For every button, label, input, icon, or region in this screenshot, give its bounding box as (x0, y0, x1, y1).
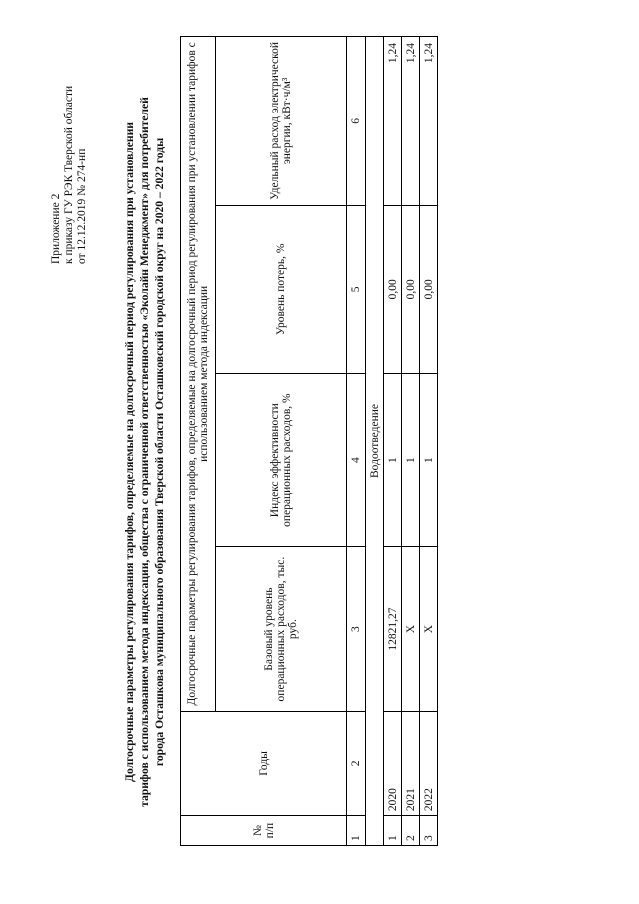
column-number: 2 (347, 711, 366, 815)
column-number: 5 (347, 205, 366, 373)
row-year: 2020 (384, 711, 402, 815)
appendix-header (50, 14, 89, 264)
row-loss-level: 0,00 (384, 205, 402, 373)
row-specific-consumption: 1,24 (402, 37, 420, 206)
header-loss-level: Уровень потерь, % (216, 205, 347, 373)
column-number: 4 (347, 373, 366, 547)
header-years: Годы (181, 711, 347, 815)
column-numbers-row (347, 37, 366, 846)
header-row-top (181, 37, 216, 846)
table-row (384, 37, 402, 846)
parameters-table (180, 36, 438, 846)
header-group: Долгосрочные параметры регулирования тарифов, определяемые на долгосрочный период регулирования при установлении тарифов с использованием метода индексации (181, 37, 216, 712)
header-specific-consumption: Удельный расход электрической энергии, кВт·ч/м³ (216, 37, 347, 206)
row-base-level: 12821,27 (384, 547, 402, 711)
title-line-3: города Осташкова муниципального образования Тверской области Осташковский городской округ на 2020 – 2022 годы (153, 137, 166, 767)
column-number: 3 (347, 547, 366, 711)
row-num: 3 (420, 816, 438, 846)
row-specific-consumption: 1,24 (420, 37, 438, 206)
section-label: Водоотведение (366, 37, 384, 846)
row-year: 2022 (420, 711, 438, 815)
row-base-level: Х (402, 547, 420, 711)
row-num: 1 (384, 816, 402, 846)
table-row (420, 37, 438, 846)
row-loss-level: 0,00 (402, 205, 420, 373)
header-num: № п/п (181, 816, 347, 846)
row-specific-consumption: 1,24 (384, 37, 402, 206)
appendix-line-2: к приказу ГУ РЭК Тверской области (63, 85, 75, 264)
appendix-line-1: Приложение 2 (50, 193, 62, 264)
header-efficiency-index: Индекс эффективности операционных расходов, % (216, 373, 347, 547)
row-base-level: Х (420, 547, 438, 711)
document-title (122, 40, 167, 864)
section-row (366, 37, 384, 846)
column-number: 6 (347, 37, 366, 206)
table-row (402, 37, 420, 846)
title-line-1: Долгосрочные параметры регулирования тарифов, определяемые на долгосрочный период регулирования при установлении (123, 122, 136, 782)
header-base-level: Базовый уровень операционных расходов, тыс. руб. (216, 547, 347, 711)
appendix-line-3: от 12.12.2019 № 274-нп (76, 148, 88, 264)
row-year: 2021 (402, 711, 420, 815)
row-efficiency-index: 1 (402, 373, 420, 547)
row-loss-level: 0,00 (420, 205, 438, 373)
column-number: 1 (347, 816, 366, 846)
row-efficiency-index: 1 (420, 373, 438, 547)
row-num: 2 (402, 816, 420, 846)
row-efficiency-index: 1 (384, 373, 402, 547)
title-line-2: тарифов с использованием метода индексации, общества с ограниченной ответственностью «Эколайн Менеджмент» для потребителей (138, 97, 151, 807)
